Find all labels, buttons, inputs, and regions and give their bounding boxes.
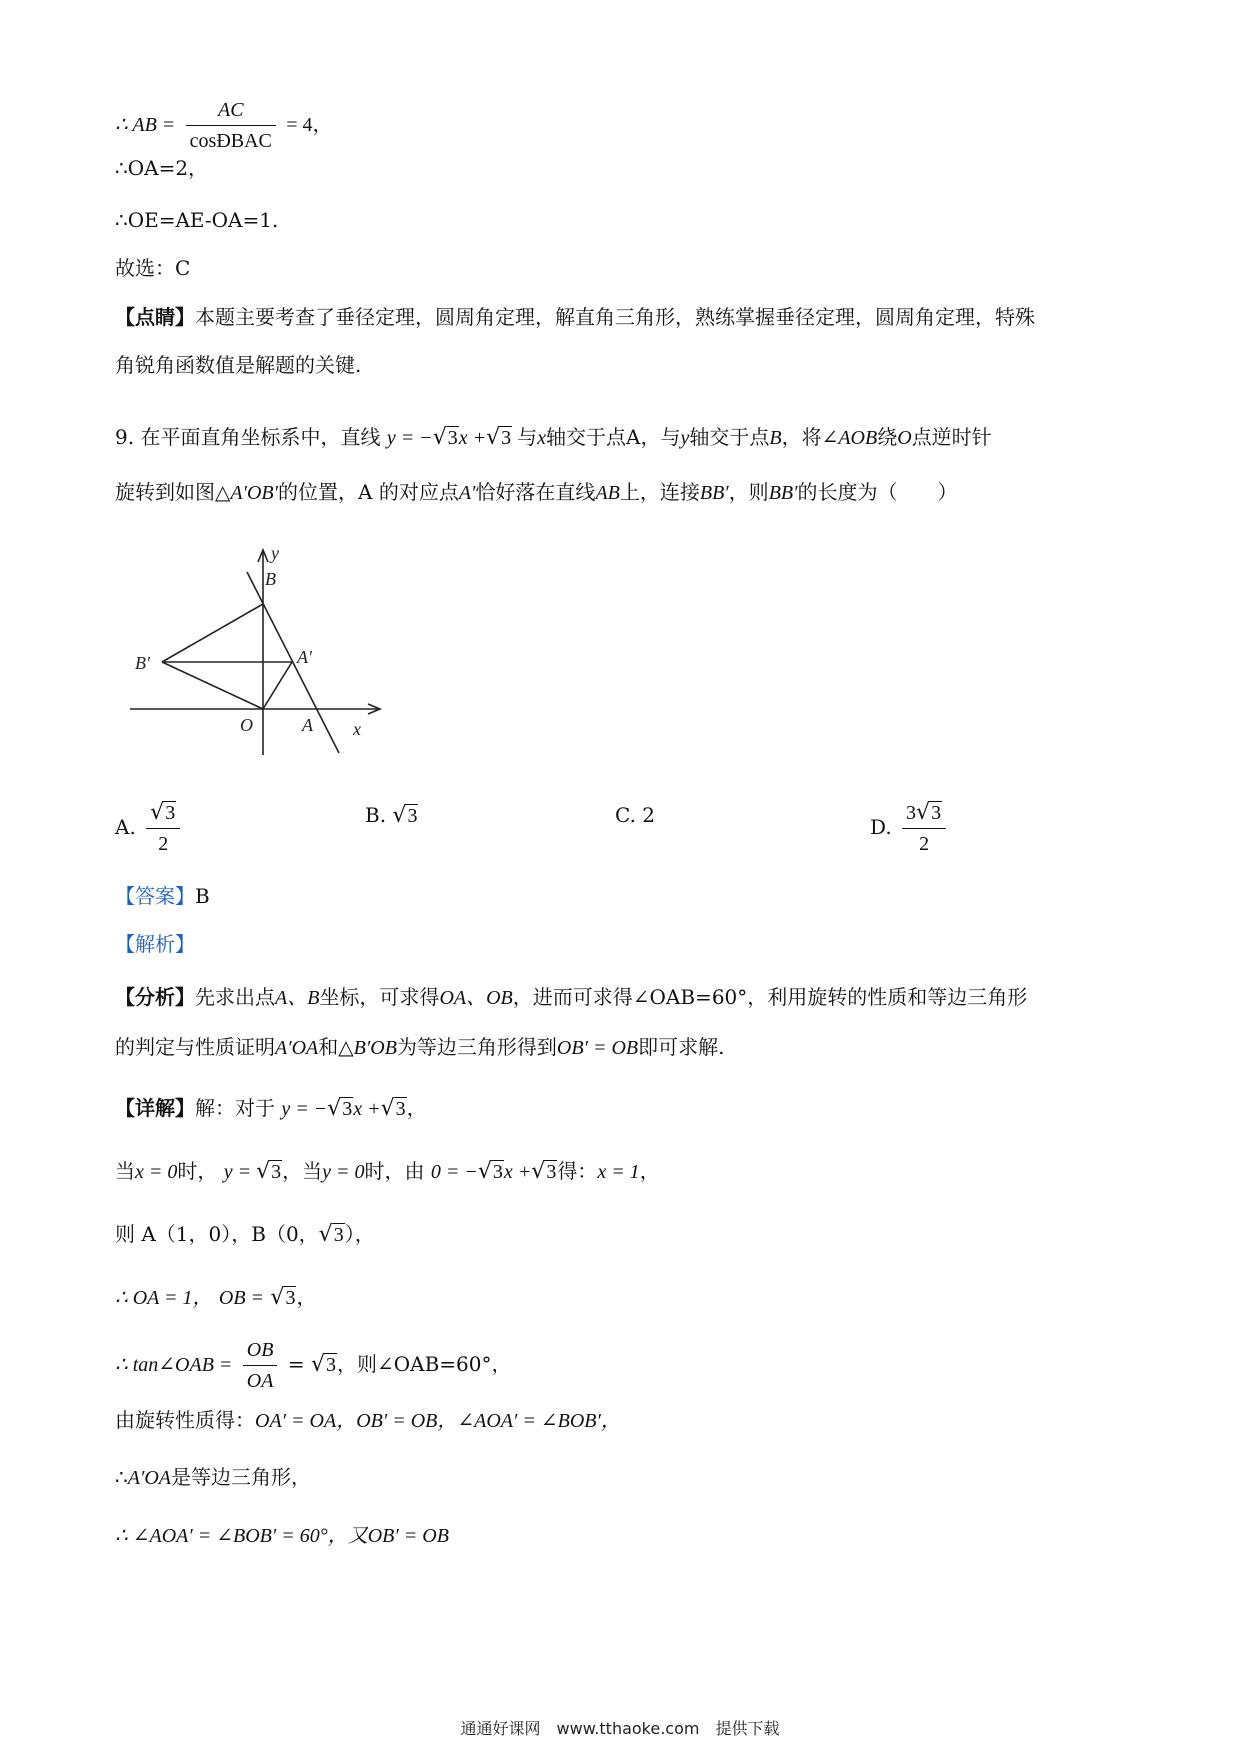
detail-line-1: 【详解】解：对于 y = −√3x +√3， bbox=[115, 1096, 427, 1121]
ab-formula-line bbox=[115, 97, 333, 154]
question-number: 9. bbox=[115, 425, 135, 449]
ab-fraction-numerator: AC bbox=[186, 97, 276, 126]
detail-line-6: 由旋转性质得：OA′ = OA，OB′ = OB，∠AOA′ = ∠BOB′， bbox=[115, 1408, 621, 1432]
ab-fraction-denominator: cosÐBAC bbox=[189, 130, 272, 152]
detail-line-8: ∴ ∠AOA′ = ∠BOB′ = 60°，又OB′ = OB bbox=[115, 1525, 449, 1547]
segment-b-bprime bbox=[162, 604, 263, 662]
label-a-prime: A′ bbox=[297, 647, 312, 667]
sqrt-three: √3 bbox=[432, 425, 458, 450]
answer-value: B bbox=[195, 884, 210, 908]
label-b-prime: B′ bbox=[135, 653, 150, 673]
choice-line: 故选：C bbox=[115, 256, 191, 280]
answer-line bbox=[115, 881, 210, 911]
detail-line-5: ∴ tan∠OAB = $\frac{OB}{OA}$ = √3，则∠OAB=60°， bbox=[115, 1339, 512, 1392]
comment-line-2: 角锐角函数值是解题的关键. bbox=[115, 353, 362, 377]
comment-text-1: 本题主要考查了垂径定理，圆周角定理，解直角三角形，熟练掌握垂径定理，圆周角定理，特殊 bbox=[195, 305, 1035, 329]
sqrt-three: √3 bbox=[486, 425, 512, 450]
label-o: O bbox=[240, 715, 253, 735]
option-a: A. $\frac{√3}{2}$ bbox=[115, 800, 184, 857]
detail-line-4: ∴ OA = 1， OB = √3， bbox=[115, 1285, 317, 1310]
comment-line-1 bbox=[115, 302, 1035, 332]
option-d-fraction: $\frac{3√3}{2}$ bbox=[902, 800, 946, 857]
option-a-fraction: $\frac{√3}{2}$ bbox=[146, 800, 180, 857]
page-footer: 通通好课网 www.tthaoke.com 提供下载 bbox=[460, 1719, 780, 1738]
label-y: y bbox=[271, 545, 279, 563]
ab-result: = 4， bbox=[286, 114, 333, 136]
oe-line: ∴OE=AE-OA=1. bbox=[115, 208, 279, 232]
analysis-line-2: 的判定与性质证明A′OA和△B′OB为等边三角形得到OB′ = OB即可求解. bbox=[115, 1035, 725, 1059]
option-b: B. √3 bbox=[365, 800, 418, 831]
ab-prefix: ∴ AB = bbox=[115, 114, 176, 136]
detail-line-7: ∴A′OA是等边三角形， bbox=[115, 1465, 311, 1489]
question-line-2: 旋转到如图△A′OB′的位置，A 的对应点A′恰好落在直线AB上，连接BB′，则BB′的长度为（ ） bbox=[115, 480, 958, 504]
segment-bprime-o bbox=[162, 662, 263, 709]
line-equation: y = −√3x +√3 bbox=[387, 427, 517, 449]
question-line-1: 9. 在平面直角坐标系中，直线 y = −√3x +√3 与x轴交于点A，与y轴交于点B，将∠AOB绕O点逆时针 bbox=[115, 422, 992, 453]
analysis-tag: 【解析】 bbox=[115, 932, 195, 956]
label-a: A bbox=[302, 715, 313, 735]
detail-line-2: 当x = 0时， y = √3，当y = 0时，由 0 = −√3x +√3得：x = 1， bbox=[115, 1159, 660, 1184]
segment-o-aprime bbox=[263, 662, 292, 709]
analysis-line-1: 【分析】先求出点A、B坐标，可求得OA、OB，进而可求得∠OAB=60°，利用旋转的性质和等边三角形 bbox=[115, 985, 1028, 1009]
option-b-sqrt: √3 bbox=[392, 803, 418, 828]
answer-tag: 【答案】 bbox=[115, 884, 195, 908]
coordinate-figure bbox=[125, 545, 395, 755]
label-x: x bbox=[353, 719, 361, 739]
option-d: D. $\frac{3√3}{2}$ bbox=[870, 800, 950, 857]
option-c: C. 2 bbox=[615, 803, 656, 827]
ab-fraction bbox=[186, 97, 276, 154]
detail-line-3: 则 A（1，0），B（0，√3）， bbox=[115, 1222, 375, 1247]
label-b: B bbox=[265, 569, 276, 589]
question-text-a: 在平面直角坐标系中，直线 bbox=[140, 425, 381, 449]
comment-tag: 【点睛】 bbox=[115, 305, 195, 329]
oa-line: ∴OA=2， bbox=[115, 156, 209, 180]
